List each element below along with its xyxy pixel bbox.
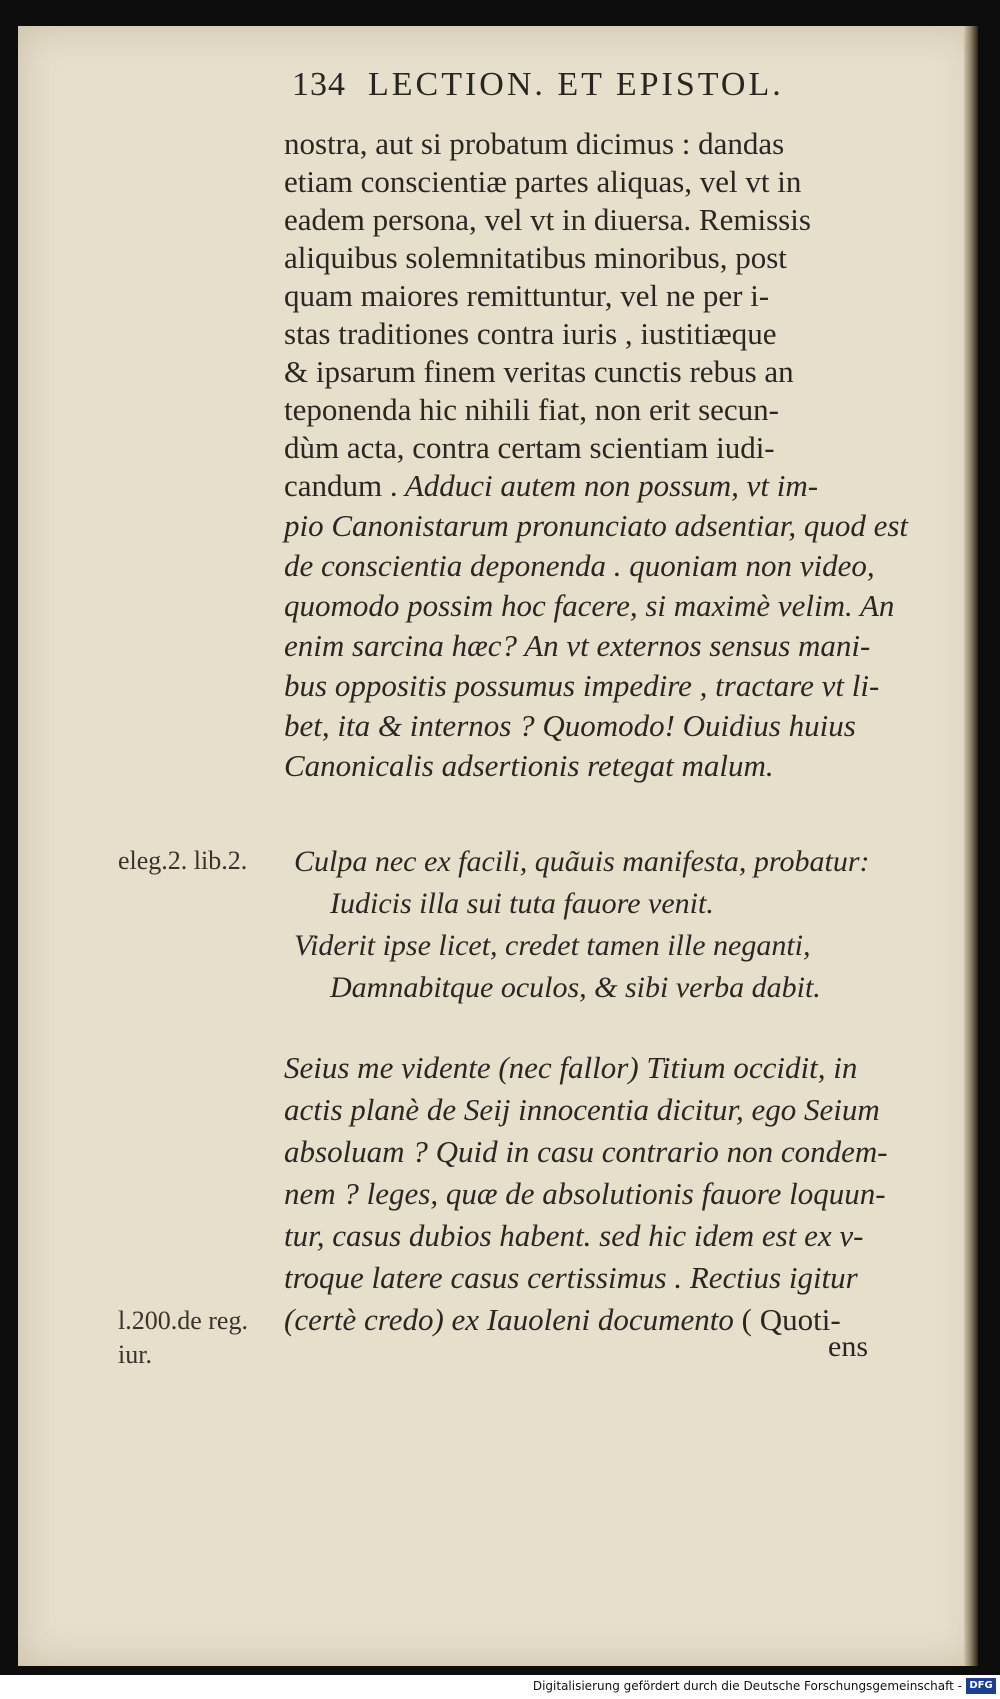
italic-line: troque latere casus certissimus . Rectius igitur xyxy=(284,1260,858,1295)
roman-segment: ( Quoti- xyxy=(733,1302,841,1337)
italic-line: bus oppositis possumus impedire , tractare vt li- xyxy=(284,668,880,703)
text-line: quam maiores remittuntur, vel ne per i- xyxy=(284,278,770,313)
text-line: stas traditiones contra iuris , iustitiæque xyxy=(284,316,777,351)
italic-line: absoluam ? Quid in casu contrario non condem- xyxy=(284,1134,888,1169)
text-line: aliquibus solemnitatibus minoribus, post xyxy=(284,240,787,275)
text-line-mixed xyxy=(284,1300,904,1340)
text-line: teponenda hic nihili fiat, non erit secun- xyxy=(284,392,779,427)
verse-line: Damnabitque oculos, & sibi verba dabit. xyxy=(330,971,821,1004)
margin-note: iur. xyxy=(118,1340,152,1369)
italic-line: Seius me vidente (nec fallor) Titium occidit, in xyxy=(284,1050,858,1085)
text-line-mixed xyxy=(284,466,904,506)
italic-segment: Adduci autem non possum, vt im- xyxy=(397,468,819,503)
text-line: eadem persona, vel vt in diuersa. Remissis xyxy=(284,202,811,237)
running-title: LECTION. ET EPISTOL. xyxy=(368,66,784,103)
verse-line: Culpa nec ex facili, quãuis manifesta, probatur: xyxy=(294,845,870,878)
text-line: & ipsarum finem veritas cunctis rebus an xyxy=(284,354,794,389)
margin-note: l.200.de reg. xyxy=(118,1306,248,1335)
roman-segment: candum . xyxy=(284,468,398,503)
margin-note: eleg.2. lib.2. xyxy=(118,846,248,875)
italic-line: actis planè de Seij innocentia dicitur, ego Seium xyxy=(284,1092,880,1127)
dfg-logo: DFG xyxy=(966,1678,996,1694)
italic-line: Canonicalis adsertionis retegat malum. xyxy=(284,748,774,783)
italic-line: quomodo possim hoc facere, si maximè velim. An xyxy=(284,588,895,623)
italic-line: bet, ita & internos ? Quomodo! Ouidius huius xyxy=(284,708,856,743)
text-line: nostra, aut si probatum dicimus : dandas xyxy=(284,126,785,161)
page-edge xyxy=(964,26,978,1666)
text-line: dùm acta, contra certam scientiam iudi- xyxy=(284,430,775,465)
italic-line: nem ? leges, quæ de absolutionis fauore loquun- xyxy=(284,1176,886,1211)
italic-line: de conscientia deponenda . quoniam non video, xyxy=(284,548,875,583)
footer-credit: Digitalisierung gefördert durch die Deutsche Forschungsgemeinschaft - xyxy=(532,1679,962,1693)
verse-line: Iudicis illa sui tuta fauore venit. xyxy=(330,887,714,920)
verse-line: Viderit ipse licet, credet tamen ille neganti, xyxy=(294,929,811,962)
page-number: 134 xyxy=(292,66,346,103)
italic-line: enim sarcina hæc? An vt externos sensus mani- xyxy=(284,628,871,663)
catchword: ens xyxy=(828,1330,868,1363)
italic-segment: (certè credo) ex Iauoleni documento xyxy=(284,1302,734,1337)
italic-line: pio Canonistarum pronunciato adsentiar, quod est xyxy=(284,508,909,543)
italic-line: tur, casus dubios habent. sed hic idem est ex v- xyxy=(284,1218,864,1253)
running-header xyxy=(292,66,892,104)
text-line: etiam conscientiæ partes aliquas, vel vt in xyxy=(284,164,802,199)
